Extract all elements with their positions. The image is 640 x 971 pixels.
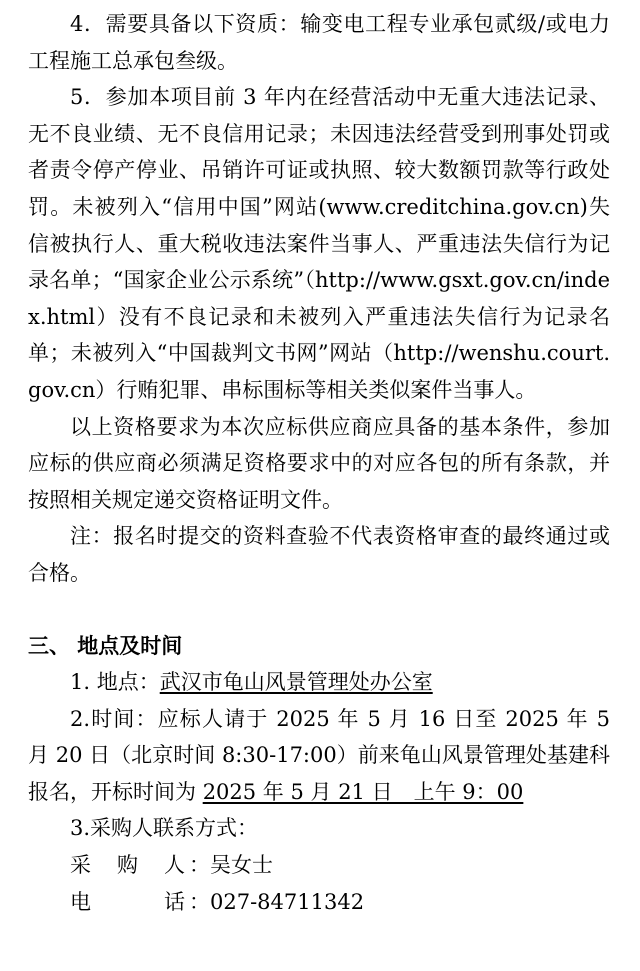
contact-heading: 3.采购人联系方式： — [70, 816, 259, 841]
basic-conditions-paragraph: 以上资格要求为本次应标供应商应具备的基本条件，参加应标的供应商必须满足资格要求中的对应各包的所有条款，并按照相关规定递交资格证明文件。 — [28, 414, 610, 512]
time-paragraph — [28, 701, 610, 811]
contact-label: 电 话 — [70, 889, 185, 914]
section-gap — [28, 592, 610, 628]
section-3-heading: 三、 地点及时间 — [28, 633, 183, 658]
contact-row-phone — [28, 884, 610, 921]
contact-value: ：吴女士 — [189, 853, 273, 878]
location-value: 武汉市龟山风景管理处办公室 — [159, 670, 433, 695]
location-line — [28, 664, 610, 701]
document-page — [28, 6, 610, 920]
contact-value: ：027-84711342 — [189, 889, 365, 914]
bid-opening-time: 2025 年 5 月 21 日 上午 9：00 — [202, 779, 524, 804]
qualification-item-5: 5．参加本项目前 3 年内在经营活动中无重大违法记录、无不良业绩、无不良信用记录；未因违法经营受到刑事处罚或者责令停产停业、吊销许可证或执照、较大数额罚款等行政处罚。未被列入“信用中国”网站(www.creditchina.gov.cn)失信被执行人、重大税收违法案件当事人、严重违法失信行为记录名单；“国家企业公示系统”（http://www.gsxt.gov.cn/index.html）没有不良记录和未被列入严重违法失信行为记录名单；未被列入“中国裁判文书网”网站（http://wenshu.court.gov.cn）行贿犯罪、串标围标等相关类似案件当事人。 — [28, 85, 610, 402]
contact-label: 采 购 人 — [70, 853, 185, 878]
time-text: 2.时间：应标人请于 2025 年 5 月 16 日至 2025 年 5 月 20 日（北京时间 8:30-17:00）前来龟山风景管理处基建科报名，开标时间为 — [28, 706, 610, 804]
note-paragraph: 注：报名时提交的资料查验不代表资格审查的最终通过或合格。 — [28, 524, 610, 585]
location-prefix: 1. 地点： — [70, 670, 160, 695]
contact-row-purchaser — [28, 847, 610, 884]
qualification-item-4: 4．需要具备以下资质：输变电工程专业承包贰级/或电力工程施工总承包叁级。 — [28, 12, 610, 73]
